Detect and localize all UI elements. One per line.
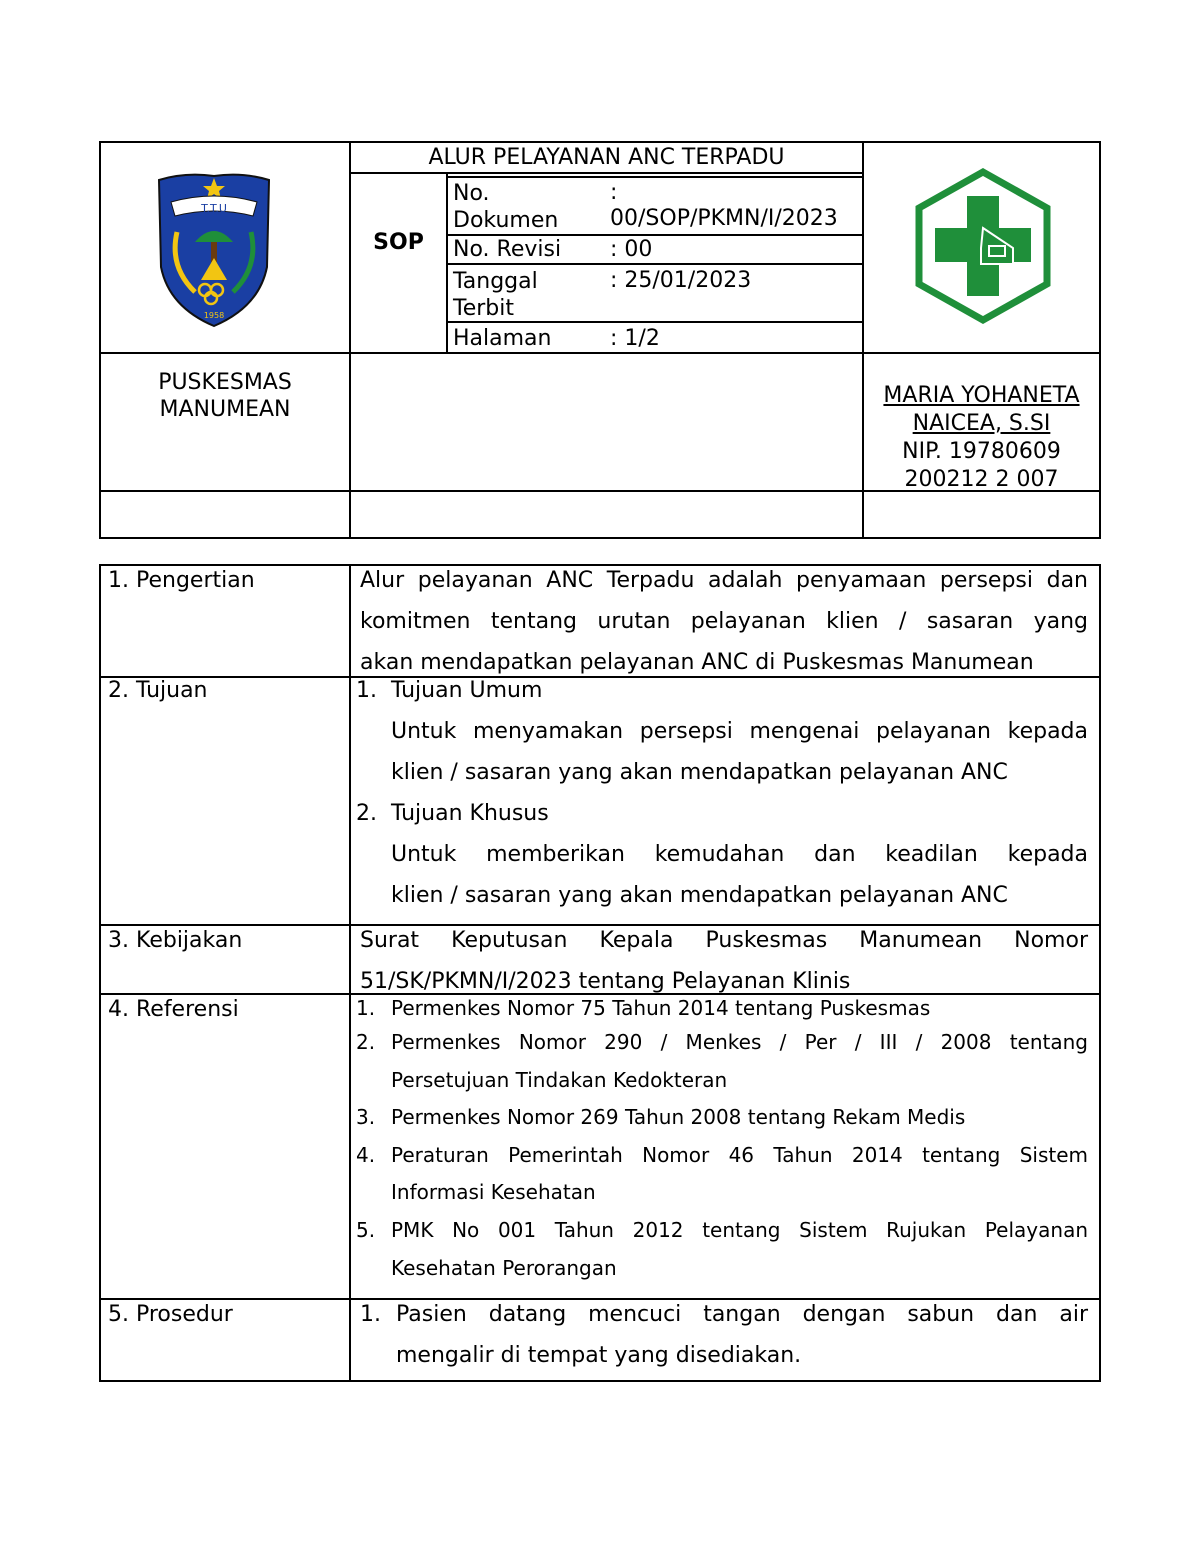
referensi-item-cont: Informasi Kesehatan <box>391 1180 596 1205</box>
field-value-doc-no: 00/SOP/PKMN/I/2023 <box>610 206 838 231</box>
referensi-item: 4. Peraturan Pemerintah Nomor 46 Tahun 2014 tentang Sistem <box>356 1142 1088 1167</box>
svg-text:1958: 1958 <box>203 311 225 320</box>
pengertian-line: Alur pelayanan ANC Terpadu adalah penyamaan persepsi dan <box>360 568 1088 593</box>
field-value-revision: : 00 <box>610 237 653 262</box>
pengertian-line: komitmen tentang urutan pelayanan klien / sasaran yang <box>360 609 1088 634</box>
kebijakan-line: Surat Keputusan Kepala Puskesmas Manumean Nomor <box>360 928 1088 953</box>
health-cross-logo <box>913 168 1053 324</box>
section-label-prosedur: 5. Prosedur <box>108 1302 233 1327</box>
field-value-issue-date: : 25/01/2023 <box>610 268 752 293</box>
prosedur-list <box>360 1294 1088 1376</box>
section-label-tujuan: 2. Tujuan <box>108 678 208 703</box>
signer-name-line1: MARIA YOHANETA <box>883 383 1080 408</box>
referensi-item: 5. PMK No 001 Tahun 2012 tentang Sistem Rujukan Pelayanan <box>356 1217 1088 1242</box>
referensi-list <box>356 992 1088 1287</box>
field-value-page: : 1/2 <box>610 326 660 351</box>
tujuan-item-2-title: 2. Tujuan Khusus <box>356 801 549 826</box>
tujuan-item-1-line: klien / sasaran yang akan mendapatkan pelayanan ANC <box>391 760 1008 785</box>
district-crest-logo <box>155 172 273 330</box>
org-name <box>101 369 349 423</box>
section-label-kebijakan: 3. Kebijakan <box>108 928 243 953</box>
prosedur-item: 1. Pasien datang mencuci tangan dengan sabun dan air <box>360 1302 1088 1327</box>
signer-block <box>864 382 1099 494</box>
document-title: ALUR PELAYANAN ANC TERPADU <box>428 145 785 170</box>
signer-nip-line1: NIP. 19780609 <box>902 439 1061 464</box>
pengertian-line: akan mendapatkan pelayanan ANC di Puskesmas Manumean <box>360 650 1034 675</box>
tujuan-item-2-line: klien / sasaran yang akan mendapatkan pelayanan ANC <box>391 883 1008 908</box>
field-label-revision: No. Revisi <box>453 237 562 262</box>
field-label-issue-date: Tanggal Terbit <box>453 269 538 321</box>
tujuan-item-2-line: Untuk memberikan kemudahan dan keadilan kepada <box>391 842 1088 867</box>
org-name-line1: PUSKESMAS <box>158 370 292 395</box>
sop-label: SOP <box>373 230 424 255</box>
tujuan-item-1-title: 1. Tujuan Umum <box>356 678 543 703</box>
signer-name-line2: NAICEA, S.SI <box>912 411 1051 436</box>
section-label-pengertian: 1. Pengertian <box>108 568 255 593</box>
section-label-referensi: 4. Referensi <box>108 997 239 1022</box>
pengertian-text <box>360 560 1088 683</box>
tujuan-list <box>356 670 1088 916</box>
referensi-item: 3. Permenkes Nomor 269 Tahun 2008 tentang Rekam Medis <box>356 1105 966 1130</box>
kebijakan-line: 51/SK/PKMN/I/2023 tentang Pelayanan Klinis <box>360 969 851 994</box>
kebijakan-text <box>360 920 1088 1002</box>
org-name-line2: MANUMEAN <box>159 397 291 422</box>
field-label-page: Halaman <box>453 326 552 351</box>
referensi-item: 2. Permenkes Nomor 290 / Menkes / Per / III / 2008 tentang <box>356 1030 1088 1054</box>
referensi-item: 1. Permenkes Nomor 75 Tahun 2014 tentang Puskesmas <box>356 996 931 1020</box>
referensi-item-cont: Persetujuan Tindakan Kedokteran <box>391 1067 728 1092</box>
prosedur-item-cont: mengalir di tempat yang disediakan. <box>396 1343 802 1368</box>
signer-nip-line2: 200212 2 007 <box>904 467 1059 492</box>
field-label-doc-no: No. Dokumen <box>453 181 559 233</box>
referensi-item-cont: Kesehatan Perorangan <box>391 1255 617 1280</box>
tujuan-item-1-line: Untuk menyamakan persepsi mengenai pelayanan kepada <box>391 719 1088 744</box>
field-colon-doc-no: : <box>610 180 618 205</box>
svg-text:T.T.U: T.T.U <box>201 202 227 215</box>
